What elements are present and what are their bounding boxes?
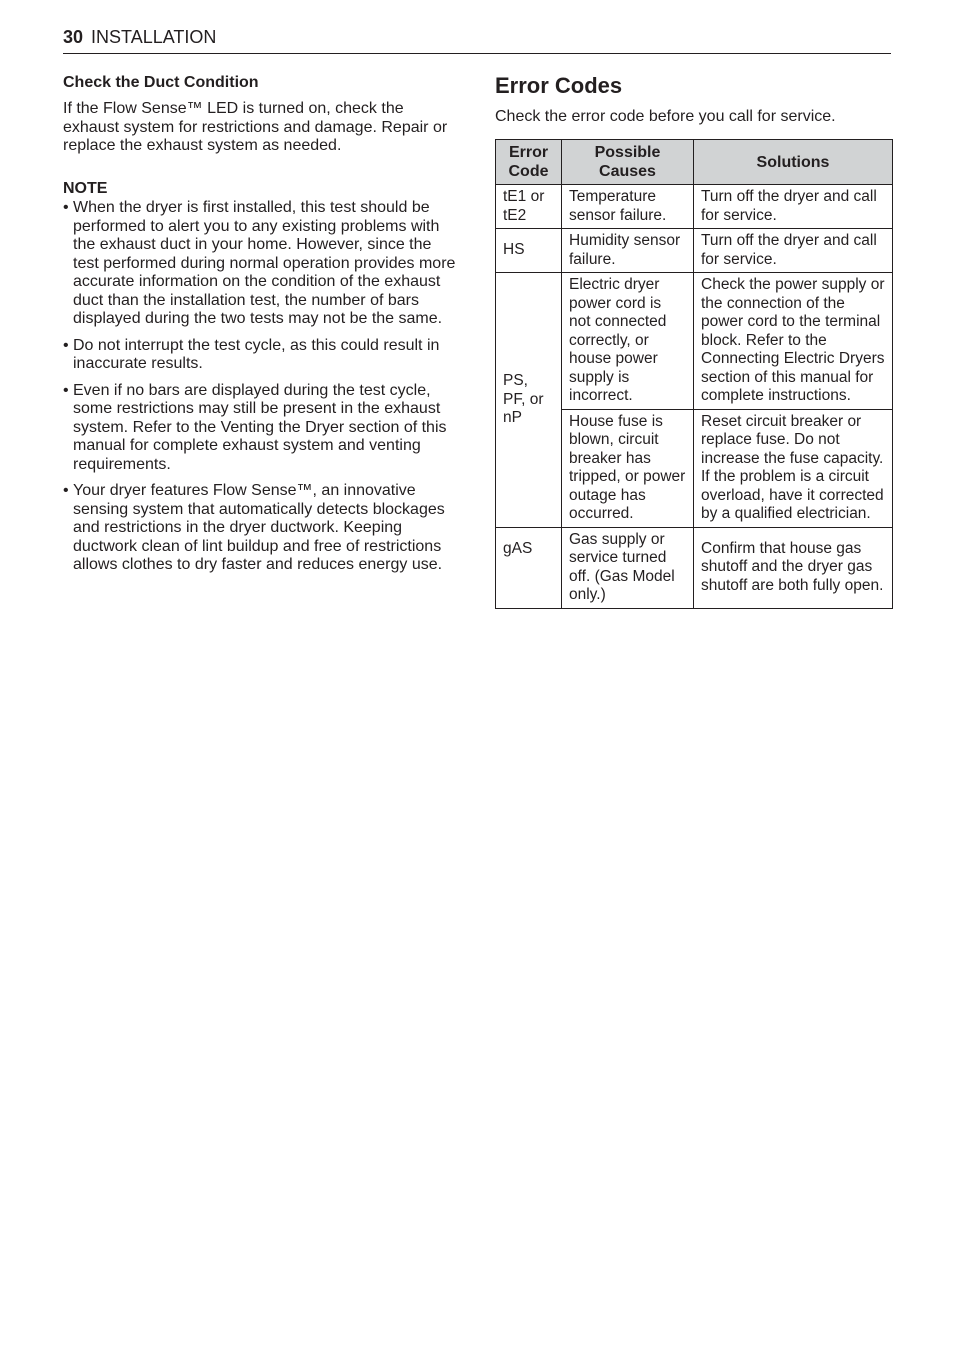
page-number: 30 — [63, 27, 84, 47]
table-row — [496, 229, 893, 273]
bullet: • — [63, 381, 69, 399]
table-row — [496, 273, 893, 410]
cause-cell: Temperature sensor failure. — [562, 185, 694, 229]
cause-cell: Gas supply or service turned off. (Gas Model only.) — [562, 527, 694, 608]
bullet: • — [63, 199, 69, 216]
error-codes-intro: Check the error code before you call for service. — [495, 108, 836, 125]
table-row — [496, 185, 893, 229]
left-column — [63, 73, 458, 583]
page-header — [63, 26, 891, 54]
section-title: INSTALLATION — [91, 27, 217, 47]
header-possible-causes: Possible Causes — [562, 140, 694, 185]
solution-cell: Reset circuit breaker or replace fuse. Do not increase the fuse capacity. If the problem is a circuit overload, have it corrected by a qualified electrician. — [694, 409, 893, 527]
cause-cell: House fuse is blown, circuit breaker has tripped, or power outage has occurred. — [562, 409, 694, 527]
header-solutions: Solutions — [694, 140, 893, 185]
table-row — [496, 527, 893, 608]
error-code-cell: HS — [496, 229, 562, 273]
cause-cell: Humidity sensor failure. — [562, 229, 694, 273]
note-item — [63, 382, 458, 475]
right-column — [495, 72, 892, 609]
error-code-cell: tE1 or tE2 — [496, 185, 562, 229]
bullet: • — [63, 482, 69, 499]
note-item — [63, 337, 458, 374]
note-list — [63, 199, 458, 575]
note-item — [63, 482, 458, 575]
solution-cell: Turn off the dryer and call for service. — [694, 185, 893, 229]
note-item — [63, 199, 458, 329]
solution-cell: Turn off the dryer and call for service. — [694, 229, 893, 273]
error-codes-table — [495, 139, 893, 609]
note-text: Do not interrupt the test cycle, as this could result in inaccurate results. — [73, 336, 440, 372]
bullet: • — [63, 336, 69, 354]
note-heading: NOTE — [63, 179, 108, 197]
error-code-cell: PS, PF, or nP — [496, 273, 562, 528]
table-header-row — [496, 140, 893, 185]
header-error-code: Error Code — [496, 140, 562, 185]
error-code-cell: gAS — [496, 527, 562, 608]
error-codes-title: Error Codes — [495, 73, 623, 98]
duct-condition-paragraph: If the Flow Sense™ LED is turned on, check the exhaust system for restrictions and damage. Repair or replace the exhaust system as needed. — [63, 100, 448, 154]
solution-cell: Confirm that house gas shutoff and the dryer gas shutoff are both fully open. — [694, 527, 893, 608]
cause-cell: Electric dryer power cord is not connected correctly, or house power supply is incorrect. — [562, 273, 694, 410]
duct-condition-heading: Check the Duct Condition — [63, 74, 259, 91]
note-text: Even if no bars are displayed during the test cycle, some restrictions may still be present in the exhaust system. Refer to the Venting the Dryer section of this manual for complete exhaust system and venting requirements. — [73, 381, 447, 473]
note-text: Your dryer features Flow Sense™, an innovative sensing system that automatically detects blockages and restrictions in the dryer ductwork. Keeping ductwork clean of lint buildup and free of restrictions allows clothes to dry faster and reduces energy use. — [73, 482, 445, 573]
solution-cell: Check the power supply or the connection of the power cord to the terminal block. Refer to the Connecting Electric Dryers section of this manual for complete instructions. — [694, 273, 893, 410]
note-text: When the dryer is first installed, this test should be performed to alert you to any existing problems with the exhaust duct in your home. However, since the test performed during normal operation provides more accurate information on the condition of the exhaust duct than the installation test, the number of bars displayed during the two tests may not be the same. — [73, 199, 456, 327]
